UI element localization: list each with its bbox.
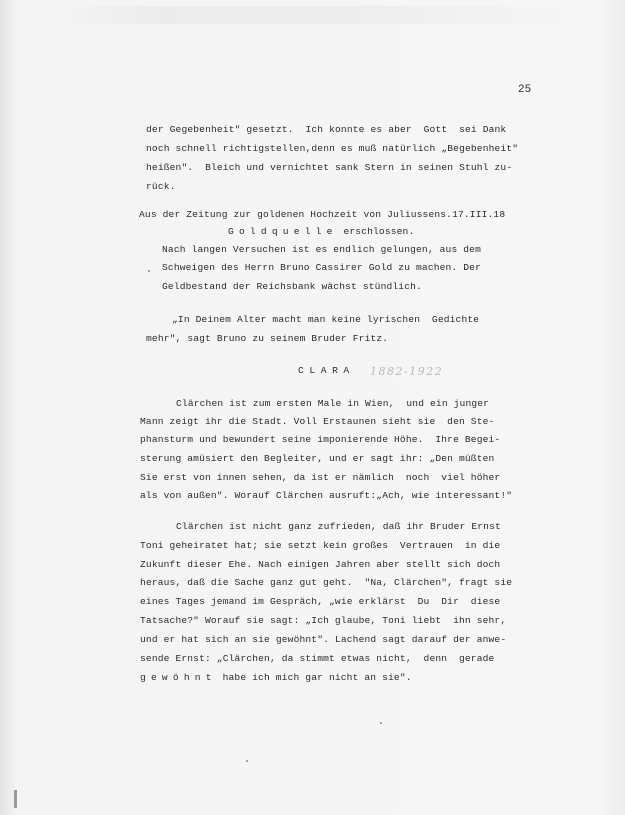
text-line: eines Tages jemand im Gespräch, „wie erklärst Du Dir diese: [140, 596, 501, 607]
text-line: rück.: [146, 181, 176, 192]
text-line: Clärchen ist nicht ganz zufrieden, daß ihr Bruder Ernst: [176, 521, 501, 532]
newspaper-title-line: Aus der Zeitung zur goldenen Hochzeit von Juliussens.17.III.18: [139, 209, 506, 220]
text-line: sterung amüsiert den Begleiter, und er sagt ihr: „Den müßten: [140, 453, 495, 464]
text-line: Zukunft dieser Ehe. Nach einigen Jahren aber stellt sich doch: [140, 559, 501, 570]
text-line: als von außen". Worauf Clärchen ausruft:„Ach, wie interessant!": [140, 490, 513, 501]
handwritten-note: 1882-1922: [370, 365, 444, 378]
text-line: Nach langen Versuchen ist es endlich gelungen, aus dem: [162, 244, 481, 255]
text-line: noch schnell richtigstellen,denn es muß natürlich „Begebenheit": [146, 143, 519, 154]
text-line: und er hat sich an sie gewöhnt". Lachend sagt darauf der anwe-: [140, 634, 507, 645]
text-line: heißen". Bleich und vernichtet sank Stern in seinen Stuhl zu-: [146, 162, 513, 173]
text-line: [140, 672, 412, 684]
section-heading: CLARA: [298, 365, 355, 376]
headline-spaced: Goldquelle: [228, 226, 338, 237]
text-line: der Gegebenheit" gesetzt. Ich konnte es aber Gott sei Dank: [146, 124, 507, 135]
text-line: mehr", sagt Bruno zu seinem Bruder Fritz.: [146, 333, 389, 344]
text-line: heraus, daß die Sache ganz gut geht. "Na, Clärchen", fragt sie: [140, 577, 513, 588]
text-rest: habe ich mich gar nicht an sie".: [216, 672, 412, 683]
text-line: Geldbestand der Reichsbank wächst stündlich.: [162, 281, 422, 292]
text-line: Clärchen ist zum ersten Male in Wien, und ein junger: [176, 398, 490, 409]
text-line: Sie erst von innen sehen, da ist er nämlich noch viel höher: [140, 472, 501, 483]
text-line: „In Deinem Alter macht man keine lyrischen Gedichte: [172, 314, 480, 325]
speck: [380, 722, 382, 724]
text-line: Mann zeigt ihr die Stadt. Voll Erstaunen sieht sie den Ste-: [140, 416, 495, 427]
headline-line: [228, 226, 414, 238]
text-line: Toni geheiratet hat; sie setzt kein großes Vertrauen in die: [140, 540, 501, 551]
bleed-through-shadow: [60, 6, 580, 24]
speck: [246, 760, 248, 762]
text-line: Schweigen des Herrn Bruno Cassirer Gold zu machen. Der: [162, 262, 481, 273]
text-line: sende Ernst: „Clärchen, da stimmt etwas nicht, denn gerade: [140, 653, 495, 664]
page-number: 25: [518, 84, 532, 96]
headline-rest: erschlossen.: [337, 226, 415, 237]
text-line: phansturm und bewundert seine imponierende Höhe. Ihre Begei-: [140, 434, 501, 445]
speck: [148, 270, 150, 272]
text-line: Tatsache?" Worauf sie sagt: „Ich glaube, Toni liebt ihn sehr,: [140, 615, 507, 626]
edge-mark: [14, 790, 17, 808]
emphasis-spaced: gewöhnt: [140, 672, 217, 683]
